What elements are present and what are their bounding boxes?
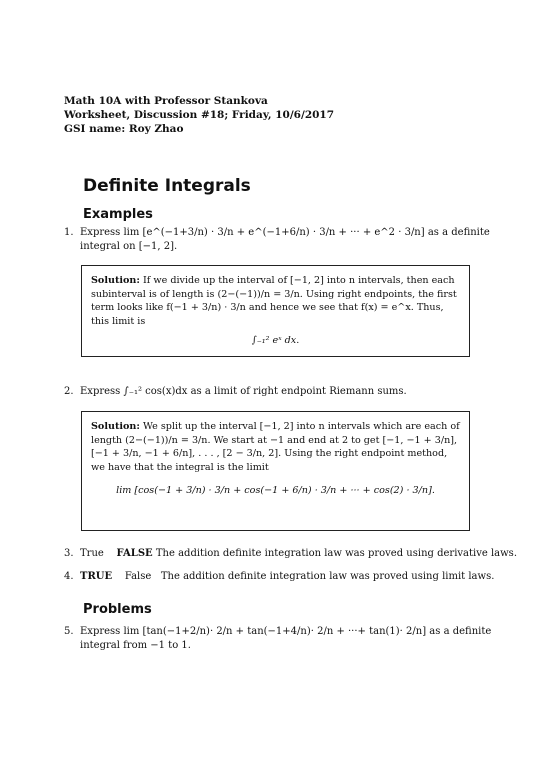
- course-line: Math 10A with Professor Stankova: [64, 95, 268, 107]
- example-3-text: The addition definite integration law was proved using derivative laws.: [155, 548, 517, 559]
- solution-2-label: Solution:: [91, 421, 140, 432]
- solution-2-text: We split up the interval [−1, 2] into n intervals which are each of length (2−(−1))/n = 3/n. We start at −1 and end at 2 to get [−1, −1 + 3/n], [−1 + 3/n, −1 + 6/n], . . . , [2 − 3/n, 2]. Using the right endpoint method, we have that the integral is the limit: [91, 421, 460, 473]
- worksheet-header: [64, 94, 334, 136]
- solution-1-label: Solution:: [91, 275, 140, 286]
- example-3-true-option: True: [80, 548, 104, 559]
- example-3-number: 3.: [64, 548, 74, 559]
- section-title: Definite Integrals: [83, 176, 251, 196]
- problem-5-text: Express lim [tan(−1+2/n)· 2/n + tan(−1+4/n)· 2/n + ···+ tan(1)· 2/n] as a definite integral from −1 to 1.: [80, 626, 492, 651]
- examples-heading: Examples: [83, 207, 153, 222]
- solution-2-limit: lim [cos(−1 + 3/n) · 3/n + cos(−1 + 6/n) · 3/n + ··· + cos(2) · 3/n].: [116, 485, 435, 496]
- example-4-false-option: False: [124, 571, 152, 582]
- example-4-number: 4.: [64, 571, 74, 582]
- example-1-text: Express lim [e^(−1+3/n) · 3/n + e^(−1+6/n) · 3/n + ··· + e^2 · 3/n] as a definite integral on [−1, 2].: [80, 227, 490, 252]
- problems-heading: Problems: [83, 602, 152, 617]
- solution-2-box: [81, 411, 470, 531]
- example-4-true-option: TRUE: [80, 571, 113, 582]
- solution-1-text: If we divide up the interval of [−1, 2] into n intervals, then each subinterval is of length is (2−(−1))/n = 3/n. Using right endpoints, the first term looks like f(−1 + 3/n) · 3/n and hence we see that f(x) = e^x. Thus, this limit is: [91, 275, 457, 327]
- example-2-text: Express ∫₋₁² cos(x)dx as a limit of right endpoint Riemann sums.: [80, 386, 407, 397]
- problem-5-number: 5.: [64, 626, 74, 637]
- solution-1-box: [81, 265, 470, 357]
- example-4-text: The addition definite integration law was proved using limit laws.: [160, 571, 495, 582]
- example-2-number: 2.: [64, 386, 74, 397]
- example-1-number: 1.: [64, 227, 74, 238]
- solution-1-integral: ∫₋₁² eˣ dx.: [251, 335, 300, 346]
- example-3-false-option: FALSE: [116, 548, 153, 559]
- worksheet-line: Worksheet, Discussion #18; Friday, 10/6/2017: [64, 109, 335, 121]
- gsi-line: GSI name: Roy Zhao: [64, 123, 184, 135]
